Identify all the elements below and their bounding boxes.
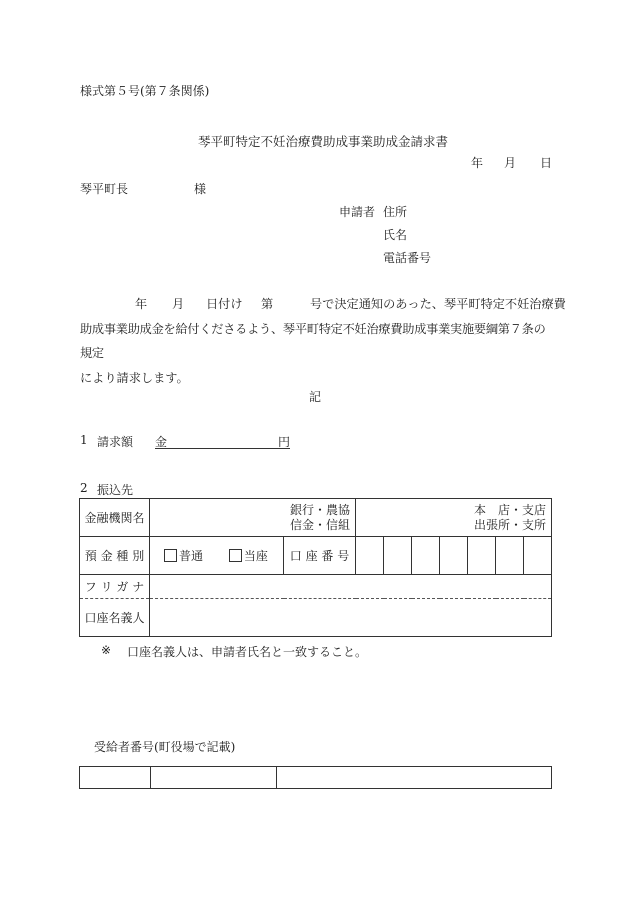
account-digit-7[interactable] [524, 537, 552, 575]
holder-label-cell [80, 599, 150, 637]
body-line2: 助成事業助成金を給付くださるよう、琴平町特定不妊治療費助成事業実施要綱第７条の規定 [80, 321, 546, 360]
applicant-name-label: 氏名 [383, 228, 408, 242]
body-line1-rest: 号で決定通知のあった、琴平町特定不妊治療費 [310, 297, 566, 311]
institution-label-cell [80, 499, 150, 537]
transfer-number: 2 [80, 481, 88, 495]
ordinary-label: 普通 [179, 549, 204, 563]
branch-types-2: 出張所・支所 [473, 517, 546, 532]
bank-table [79, 498, 552, 637]
holder-field[interactable] [150, 599, 552, 637]
recipient-number-label: 受給者番号(町役場で記載) [94, 740, 236, 754]
deposit-type-label-cell [80, 537, 150, 575]
bank-types-1: 銀行・農協 [289, 502, 350, 517]
furigana-label: フ リ ガ ナ [84, 580, 145, 594]
deposit-type-options-cell [150, 537, 284, 575]
applicant-label: 申請者 [339, 205, 376, 219]
addressee-name: 琴平町長 [80, 182, 129, 196]
addressee-honorific: 様 [194, 182, 207, 196]
account-digit-4[interactable] [440, 537, 468, 575]
ki-heading: 記 [309, 390, 322, 404]
body-no-prefix: 第 [261, 297, 274, 311]
account-digit-3[interactable] [412, 537, 440, 575]
current-label: 当座 [243, 549, 268, 563]
body-month: 月 [172, 297, 185, 311]
claim-number: 1 [80, 433, 88, 447]
request-paragraph [80, 292, 566, 390]
claim-suffix: 円 [277, 435, 290, 449]
date-year: 年 [471, 156, 484, 170]
branch-types-1: 本 店・支店 [473, 502, 546, 517]
holder-label: 口座名義人 [84, 611, 145, 625]
account-digit-5[interactable] [468, 537, 496, 575]
ordinary-option[interactable] [164, 549, 203, 563]
recipient-cell-2[interactable] [151, 767, 277, 789]
note-text: 口座名義人は、申請者氏名と一致すること。 [127, 645, 368, 659]
date-month: 月 [504, 156, 517, 170]
account-digit-6[interactable] [496, 537, 524, 575]
bank-name-cell[interactable] [150, 499, 356, 537]
bank-types-2: 信金・信組 [289, 517, 350, 532]
ordinary-checkbox[interactable] [164, 549, 177, 562]
applicant-phone-label: 電話番号 [383, 251, 432, 265]
account-digit-2[interactable] [384, 537, 412, 575]
recipient-number-table [79, 766, 552, 789]
applicant-address-label: 住所 [383, 205, 408, 219]
branch-name-cell[interactable] [356, 499, 552, 537]
current-checkbox[interactable] [229, 549, 242, 562]
body-dated: 日付け [206, 297, 243, 311]
account-number-label-cell [284, 537, 356, 575]
date-day: 日 [540, 156, 553, 170]
form-number: 様式第５号(第７条関係) [80, 84, 210, 98]
note-mark: ※ [101, 643, 112, 657]
body-year: 年 [135, 297, 148, 311]
furigana-field[interactable] [150, 575, 552, 599]
claim-amount-field[interactable] [155, 433, 290, 449]
institution-label: 金融機関名 [84, 511, 145, 525]
furigana-label-cell [80, 575, 150, 599]
account-number-label: 口 座 番 号 [289, 549, 350, 563]
recipient-cell-3[interactable] [277, 767, 552, 789]
transfer-label: 振込先 [97, 483, 134, 497]
recipient-cell-1[interactable] [80, 767, 151, 789]
claim-label: 請求額 [97, 435, 134, 449]
body-line3: により請求します。 [80, 370, 189, 385]
document-title: 琴平町特定不妊治療費助成事業助成金請求書 [198, 134, 449, 149]
claim-prefix: 金 [155, 435, 168, 449]
current-option[interactable] [229, 549, 268, 563]
deposit-type-label: 預 金 種 別 [84, 549, 145, 563]
account-digit-1[interactable] [356, 537, 384, 575]
